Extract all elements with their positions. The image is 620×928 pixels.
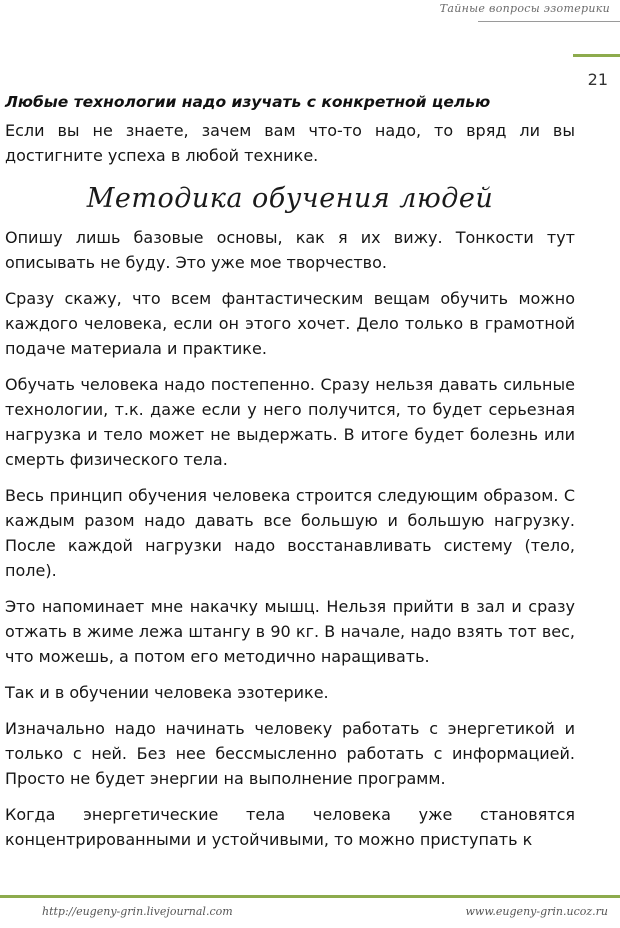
- paragraph-1: Опишу лишь базовые основы, как я их вижу. Тонкости тут описывать не буду. Это уже мое творчество.: [5, 228, 575, 272]
- section-title: Методика обучения людей: [86, 183, 494, 214]
- paragraph-3: Обучать человека надо постепенно. Сразу нельзя давать сильные технологии, т.к. даже если у него получится, то будет серьезная нагрузка и тело может не выдержать. В итоге будет болезнь или смерть физического тела.: [5, 375, 575, 469]
- paragraph-7: Изначально надо начинать человеку работать с энергетикой и только с ней. Без нее бессмысленно работать с информацией. Просто не будет энергии на выполнение программ.: [5, 719, 575, 788]
- paragraph-4: Весь принцип обучения человека строится следующим образом. С каждым разом надо давать все большую и большую нагрузку. После каждой нагрузки надо восстанавливать систему (тело, поле).: [5, 486, 575, 580]
- paragraph-8: Когда энергетические тела человека уже становятся концентрированными и устойчивыми, то можно приступать к: [5, 805, 575, 849]
- page-number: 21: [587, 70, 608, 89]
- paragraph-5: Это напоминает мне накачку мышц. Нельзя прийти в зал и сразу отжать в жиме лежа штангу в 90 кг. В начале, надо взять тот вес, что можешь, а потом его методично наращивать.: [5, 597, 575, 666]
- footer-link-ucoz[interactable]: www.eugeny-grin.ucoz.ru: [465, 905, 608, 918]
- header-divider: [478, 21, 620, 22]
- footer-divider: [0, 895, 620, 898]
- page-content: [5, 92, 575, 863]
- footer-link-livejournal[interactable]: http://eugeny-grin.livejournal.com: [42, 905, 233, 918]
- bold-heading: Любые технологии надо изучать с конкретной целью: [5, 93, 491, 111]
- paragraph-2: Сразу скажу, что всем фантастическим вещам обучить можно каждого человека, если он этого хочет. Дело только в грамотной подаче материала и практике.: [5, 289, 575, 358]
- header-title: Тайные вопросы эзотерики: [439, 2, 610, 15]
- header-accent-bar: [573, 54, 620, 57]
- intro-paragraph: Если вы не знаете, зачем вам что-то надо, то вряд ли вы достигните успеха в любой технике.: [5, 121, 575, 165]
- paragraph-6: Так и в обучении человека эзотерике.: [5, 683, 329, 702]
